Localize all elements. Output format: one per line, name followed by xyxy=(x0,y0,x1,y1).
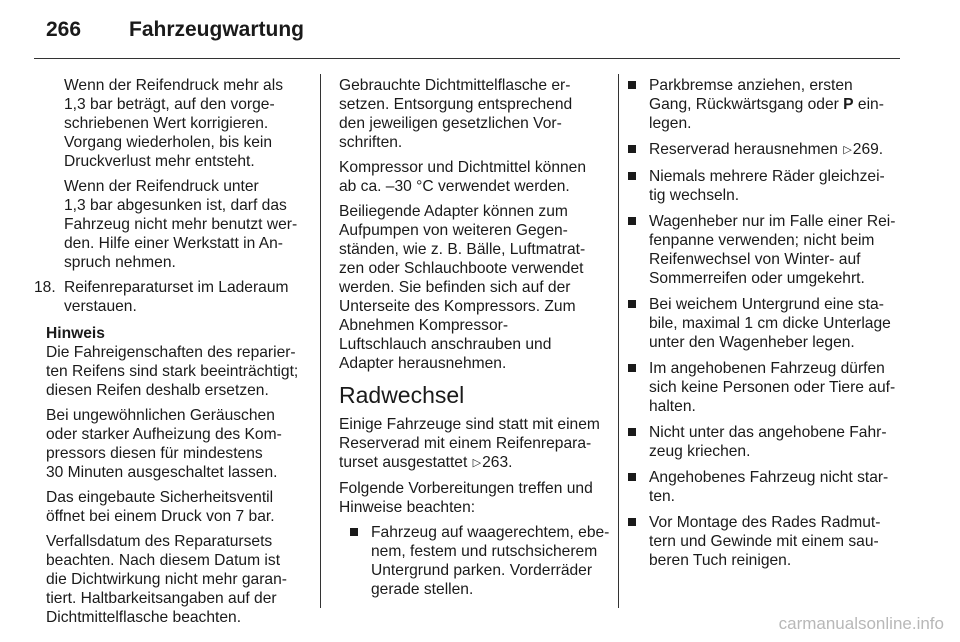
square-bullet-icon xyxy=(628,428,636,436)
bullet-item: Fahrzeug auf waagerechtem, ebe- nem, festem und rutschsicherem Untergrund parken. Vorderräder gerade stellen. xyxy=(350,523,607,599)
square-bullet-icon xyxy=(628,145,636,153)
column-divider-2 xyxy=(618,74,619,608)
hint-box: Hinweis Die Fahreigenschaften des reparier- ten Reifens sind stark beeinträchtigt; diesen Reifen deshalb ersetzen. xyxy=(34,324,306,400)
paragraph-pressure-below: Wenn der Reifendruck unter 1,3 bar abgesunken ist, darf das Fahrzeug nicht mehr benutzt wer- den. Hilfe einer Werkstatt in An- spruch nehmen. xyxy=(64,178,298,271)
column-3 xyxy=(628,76,904,577)
square-bullet-icon xyxy=(628,473,636,481)
watermark: carmanualsonline.info xyxy=(778,614,944,633)
paragraph-temperature: Kompressor und Dichtmittel können ab ca. –30 °C verwendet werden. xyxy=(339,159,587,195)
page-reference[interactable]: 263. xyxy=(482,454,513,471)
page-number: 266 xyxy=(46,18,82,41)
bullet-item: Parkbremse anziehen, ersten Gang, Rückwärtsgang oder P ein- legen. xyxy=(628,76,904,133)
paragraph-expiry: Verfallsdatum des Reparatursets beachten. Nach diesem Datum ist die Dichtwirkung nicht mehr garan- tiert. Haltbarkeitsangaben auf der Dichtmittelflasche beachten. xyxy=(46,533,287,626)
section-title-radwechsel: Radwechsel xyxy=(339,382,465,408)
square-bullet-icon xyxy=(628,81,636,89)
step-number: 18. xyxy=(34,279,56,296)
paragraph-preparations: Folgende Vorbereitungen treffen und Hinweise beachten: xyxy=(339,480,593,516)
bullet-item: Bei weichem Untergrund eine sta- bile, maximal 1 cm dicke Unterlage unter den Wagenheber legen. xyxy=(628,295,904,352)
bullet-item: Wagenheber nur im Falle einer Rei- fenpanne verwenden; nicht beim Reifenwechsel von Winter- auf Sommerreifen oder umgekehrt. xyxy=(628,212,904,288)
square-bullet-icon xyxy=(628,300,636,308)
paragraph-noises: Bei ungewöhnlichen Geräuschen oder starker Aufheizung des Kom- pressors diesen für mindestens 30 Minuten ausgeschaltet lassen. xyxy=(46,407,282,481)
paragraph-safety-valve: Das eingebaute Sicherheitsventil öffnet bei einem Druck von 7 bar. xyxy=(46,489,275,525)
bullet-item: Reserverad herausnehmen ▷269. xyxy=(628,140,904,160)
square-bullet-icon xyxy=(628,518,636,526)
square-bullet-icon xyxy=(628,217,636,225)
column-2 xyxy=(339,76,610,606)
column-1 xyxy=(34,76,306,633)
bullet-item: Niemals mehrere Räder gleichzei- tig wechseln. xyxy=(628,167,904,205)
square-bullet-icon xyxy=(628,172,636,180)
square-bullet-icon xyxy=(350,528,358,536)
page-reference[interactable]: 269. xyxy=(852,141,884,158)
page-ref-arrow-icon: ▷ xyxy=(472,457,482,469)
bullet-item: Im angehobenen Fahrzeug dürfen sich keine Personen oder Tiere auf- halten. xyxy=(628,359,904,416)
paragraph-pressure-above: Wenn der Reifendruck mehr als 1,3 bar beträgt, auf den vorge- schriebenen Wert korrigieren. Vorgang wiederholen, bis kein Druckverlust mehr entsteht. xyxy=(64,77,283,170)
chapter-title: Fahrzeugwartung xyxy=(129,18,305,41)
page-ref-arrow-icon: ▷ xyxy=(843,144,852,156)
paragraph-adapters: Beiliegende Adapter können zum Aufpumpen von weiteren Gegen- ständen, wie z. B. Bälle, Luftmatrat- zen oder Schlauchboote verwendet werden. Sie befinden sich auf der Unterseite des Kompressors. Zum Abnehmen Kompressor- Luftschlauch anschrauben und Adapter herausnehmen. xyxy=(339,203,586,372)
square-bullet-icon xyxy=(628,364,636,372)
bullet-item: Vor Montage des Rades Radmut- tern und Gewinde mit einem sau- beren Tuch reinigen. xyxy=(628,513,904,570)
bullet-item: Angehobenes Fahrzeug nicht star- ten. xyxy=(628,468,904,506)
paragraph-repair-kit: Einige Fahrzeuge sind statt mit einem Reserverad mit einem Reifenrepara- turset ausgestattet ▷263. xyxy=(339,416,600,471)
header-rule xyxy=(34,58,900,59)
step-18: 18. Reifenreparaturset im Laderaum verstauen. xyxy=(34,279,289,315)
column-divider-1 xyxy=(320,74,321,608)
hint-title: Hinweis xyxy=(46,325,105,342)
paragraph-used-bottle: Gebrauchte Dichtmittelflasche er- setzen. Entsorgung entsprechend den jeweiligen gesetzlichen Vor- schriften. xyxy=(339,77,573,151)
bullet-item: Nicht unter das angehobene Fahr- zeug kriechen. xyxy=(628,423,904,461)
